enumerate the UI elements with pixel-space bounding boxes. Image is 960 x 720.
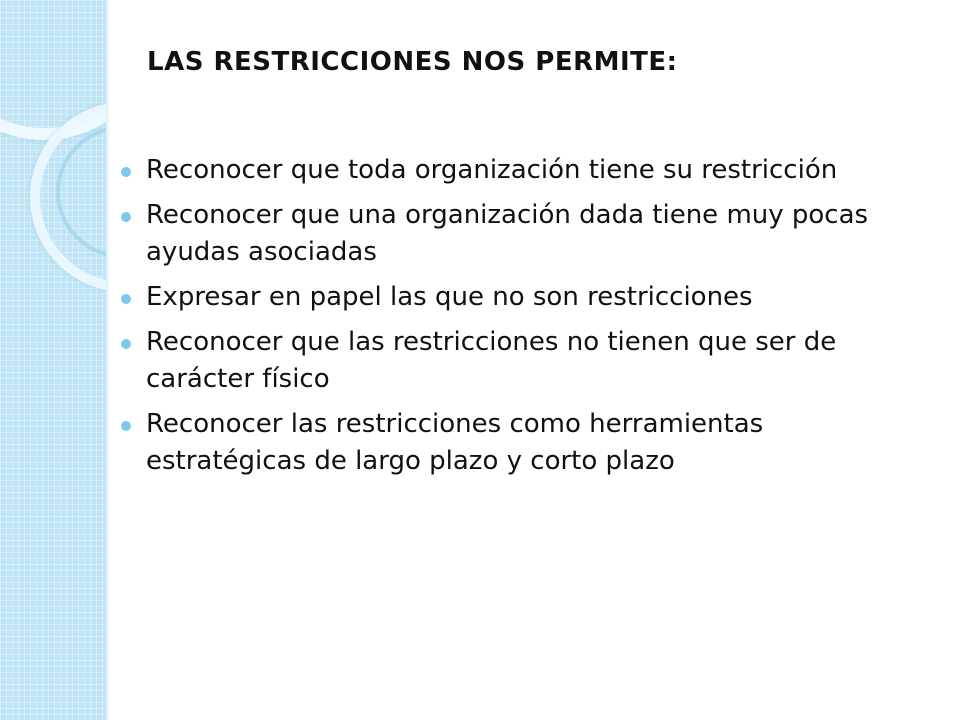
bullet-item: [118, 197, 918, 271]
bullet-text: Reconocer que las restricciones no tienen que ser de carácter físico: [146, 327, 837, 394]
side-band-edge: [106, 0, 110, 720]
bullet-item: [118, 324, 918, 398]
bullet-text: Reconocer que toda organización tiene su restricción: [146, 155, 838, 185]
bullet-list: [118, 152, 918, 488]
bullet-text: Reconocer las restricciones como herramientas estratégicas de largo plazo y corto plazo: [146, 409, 764, 476]
bullet-text: Reconocer que una organización dada tiene muy pocas ayudas asociadas: [146, 200, 869, 267]
bullet-text: Expresar en papel las que no son restricciones: [146, 282, 753, 312]
slide-title: LAS RESTRICCIONES NOS PERMITE:: [147, 47, 678, 77]
bullet-dot-icon: [121, 167, 131, 177]
bullet-item: [118, 406, 918, 480]
bullet-dot-icon: [121, 421, 131, 431]
bullet-dot-icon: [121, 212, 131, 222]
bullet-dot-icon: [121, 339, 131, 349]
bullet-item: [118, 279, 918, 316]
decorative-side-band: [0, 0, 107, 720]
bullet-item: [118, 152, 918, 189]
bullet-dot-icon: [121, 294, 131, 304]
